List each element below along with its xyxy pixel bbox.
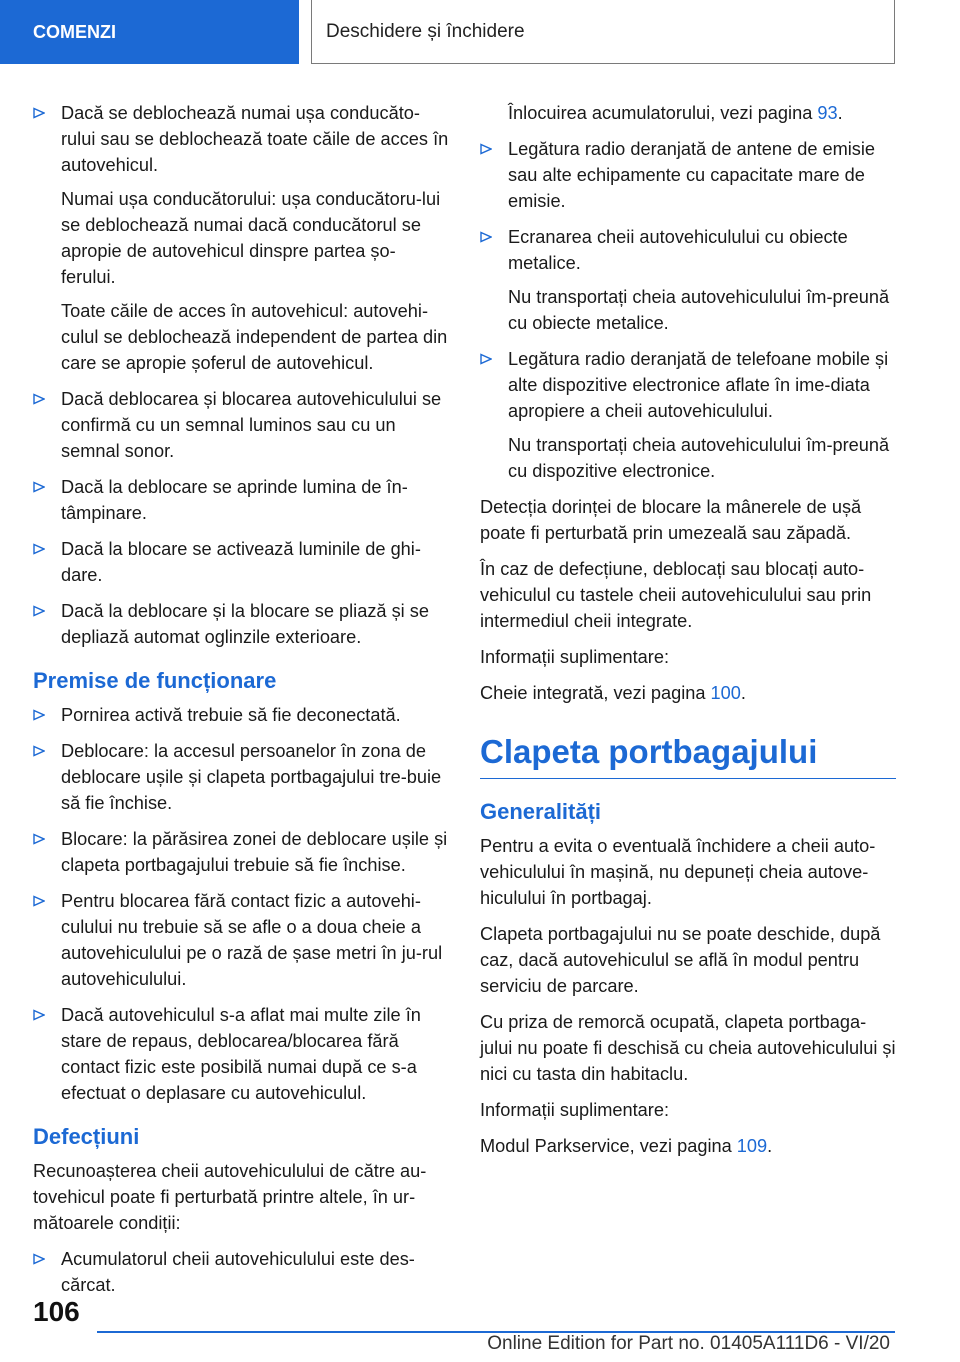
section-title: COMENZI bbox=[33, 21, 116, 42]
list-item bbox=[480, 346, 896, 484]
heading-generalitati: Generalități bbox=[480, 799, 602, 824]
list-item bbox=[33, 1002, 449, 1106]
paragraph: Detecția dorinței de blocare la mânerele de ușă poate fi perturbată prin umezeală sau zăpadă. bbox=[480, 497, 862, 543]
heading-defectiuni: Defecțiuni bbox=[33, 1124, 140, 1149]
section-tab bbox=[0, 0, 299, 64]
list-item bbox=[33, 598, 449, 650]
triangle-bullet-icon bbox=[33, 474, 47, 500]
triangle-bullet-icon bbox=[33, 702, 47, 728]
bullet-text: Blocare: la părăsirea zonei de deblocare ușile și clapeta portbagajului trebuie să fie închise. bbox=[61, 829, 448, 875]
reference-text: Cheie integrată, vezi pagina bbox=[480, 683, 711, 703]
bullet-text: Dacă la deblocare se aprinde lumina de în-tâmpinare. bbox=[61, 477, 408, 523]
list-item bbox=[33, 702, 449, 728]
list-item bbox=[33, 474, 449, 526]
heading-clapeta-portbagajului: Clapeta portbagajului bbox=[480, 732, 896, 779]
triangle-bullet-icon bbox=[480, 346, 494, 372]
paragraph: Clapeta portbagajului nu se poate deschide, după caz, dacă autovehiculul se află în modul pentru serviciu de parcare. bbox=[480, 924, 881, 996]
bullet-subtext: Nu transportați cheia autovehiculului îm-preună cu dispozitive electronice. bbox=[508, 435, 890, 481]
triangle-bullet-icon bbox=[33, 386, 47, 412]
bullet-text: Acumulatorul cheii autovehiculului este des-cărcat. bbox=[61, 1249, 415, 1295]
paragraph: Recunoașterea cheii autovehiculului de către au-tovehicul poate fi perturbată printre altele, în ur-mătoarele condiții: bbox=[33, 1161, 427, 1233]
chapter-title: Deschidere și închidere bbox=[326, 20, 525, 42]
bullet-text: Dacă se deblochează numai ușa conducăto-rului sau se deblochează toate căile de acces în autovehicul. bbox=[61, 103, 449, 175]
bullet-subtext: Numai ușa conducătorului: ușa conducătoru-lui se deblochează numai dacă conducătorul se apropie de autovehicul dinspre partea șo-ferului. bbox=[61, 189, 441, 287]
reference-text: Modul Parkservice, vezi pagina bbox=[480, 1136, 737, 1156]
chapter-header bbox=[311, 0, 895, 64]
triangle-bullet-icon bbox=[480, 224, 494, 250]
bullet-text: Pentru blocarea fără contact fizic a autovehi-culului nu trebuie să se afle o a doua cheie a autovehiculului pe o rază de șase metri în ju-rul autovehiculului. bbox=[61, 891, 443, 989]
right-column bbox=[480, 100, 896, 1169]
list-item bbox=[480, 224, 896, 336]
bullet-subtext: Nu transportați cheia autovehiculului îm-preună cu obiecte metalice. bbox=[508, 287, 890, 333]
bullet-text: Legătura radio deranjată de antene de emisie sau alte echipamente cu capacitate mare de emisie. bbox=[508, 139, 876, 211]
list-item bbox=[33, 1246, 449, 1298]
bullet-text: Dacă deblocarea și blocarea autovehiculului se confirmă cu un semnal luminos sau cu un semnal sonor. bbox=[61, 389, 442, 461]
triangle-bullet-icon bbox=[33, 826, 47, 852]
triangle-bullet-icon bbox=[33, 1002, 47, 1028]
list-item bbox=[33, 738, 449, 816]
list-item bbox=[33, 100, 449, 376]
reference-line: Modul Parkservice, vezi pagina 109. bbox=[480, 1136, 773, 1156]
triangle-bullet-icon bbox=[480, 136, 494, 162]
triangle-bullet-icon bbox=[33, 738, 47, 764]
bullet-subtext: Toate căile de acces în autovehicul: autovehi-culul se deblochează independent de partea din care se apropie șoferul de autovehicul. bbox=[61, 301, 448, 373]
triangle-bullet-icon bbox=[33, 1246, 47, 1272]
bullet-continuation: Înlocuirea acumulatorului, vezi pagina 93. bbox=[508, 103, 843, 123]
triangle-bullet-icon bbox=[33, 536, 47, 562]
triangle-bullet-icon bbox=[33, 598, 47, 624]
reference-text: Înlocuirea acumulatorului, vezi pagina bbox=[508, 103, 818, 123]
page-link[interactable]: 109 bbox=[736, 1136, 768, 1156]
paragraph: În caz de defecțiune, deblocați sau blocați auto-vehiculul cu tastele cheii autovehiculului sau prin intermediul cheii integrate. bbox=[480, 559, 872, 631]
list-item bbox=[33, 888, 449, 992]
info-label: Informații suplimentare: bbox=[480, 647, 670, 667]
triangle-bullet-icon bbox=[33, 100, 47, 126]
list-item bbox=[33, 826, 449, 878]
paragraph: Cu priza de remorcă ocupată, clapeta portbaga-jului nu poate fi deschisă cu cheia autovehiculului și nici cu tasta din habitaclu. bbox=[480, 1012, 896, 1084]
bullet-text: Deblocare: la accesul persoanelor în zona de deblocare ușile și clapeta portbagajului tre-buie să fie închise. bbox=[61, 741, 442, 813]
bullet-text: Legătura radio deranjată de telefoane mobile și alte dispozitive electronice aflate în ime-diata apropiere a cheii autovehiculului. bbox=[508, 349, 889, 421]
list-item bbox=[33, 536, 449, 588]
bullet-text: Dacă la blocare se activează luminile de ghi-dare. bbox=[61, 539, 421, 585]
bullet-text: Dacă autovehiculul s-a aflat mai multe zile în stare de repaus, deblocarea/blocarea fără contact fizic este posibilă numai după ce s-a efectuat o deplasare cu autovehiculul. bbox=[61, 1005, 421, 1103]
heading-premise: Premise de funcționare bbox=[33, 668, 277, 693]
page-link[interactable]: 93 bbox=[817, 103, 838, 123]
left-column bbox=[33, 100, 449, 1308]
page-number: 106 bbox=[33, 1296, 80, 1327]
page-link[interactable]: 100 bbox=[710, 683, 741, 703]
paragraph: Pentru a evita o eventuală închidere a cheii auto-vehiculului în mașină, nu depuneți cheia autove-hiculului în portbagaj. bbox=[480, 836, 876, 908]
triangle-bullet-icon bbox=[33, 888, 47, 914]
info-label: Informații suplimentare: bbox=[480, 1100, 670, 1120]
bullet-text: Pornirea activă trebuie să fie deconectată. bbox=[61, 705, 401, 725]
list-item bbox=[480, 136, 896, 214]
bullet-text: Dacă la deblocare și la blocare se pliază și se depliază automat oglinzile exterioare. bbox=[61, 601, 429, 647]
reference-line: Cheie integrată, vezi pagina 100. bbox=[480, 683, 746, 703]
bullet-text: Ecranarea cheii autovehiculului cu obiecte metalice. bbox=[508, 227, 848, 273]
footer-edition: Online Edition for Part no. 01405A111D6 - VI/20 bbox=[487, 1333, 890, 1354]
list-item bbox=[33, 386, 449, 464]
